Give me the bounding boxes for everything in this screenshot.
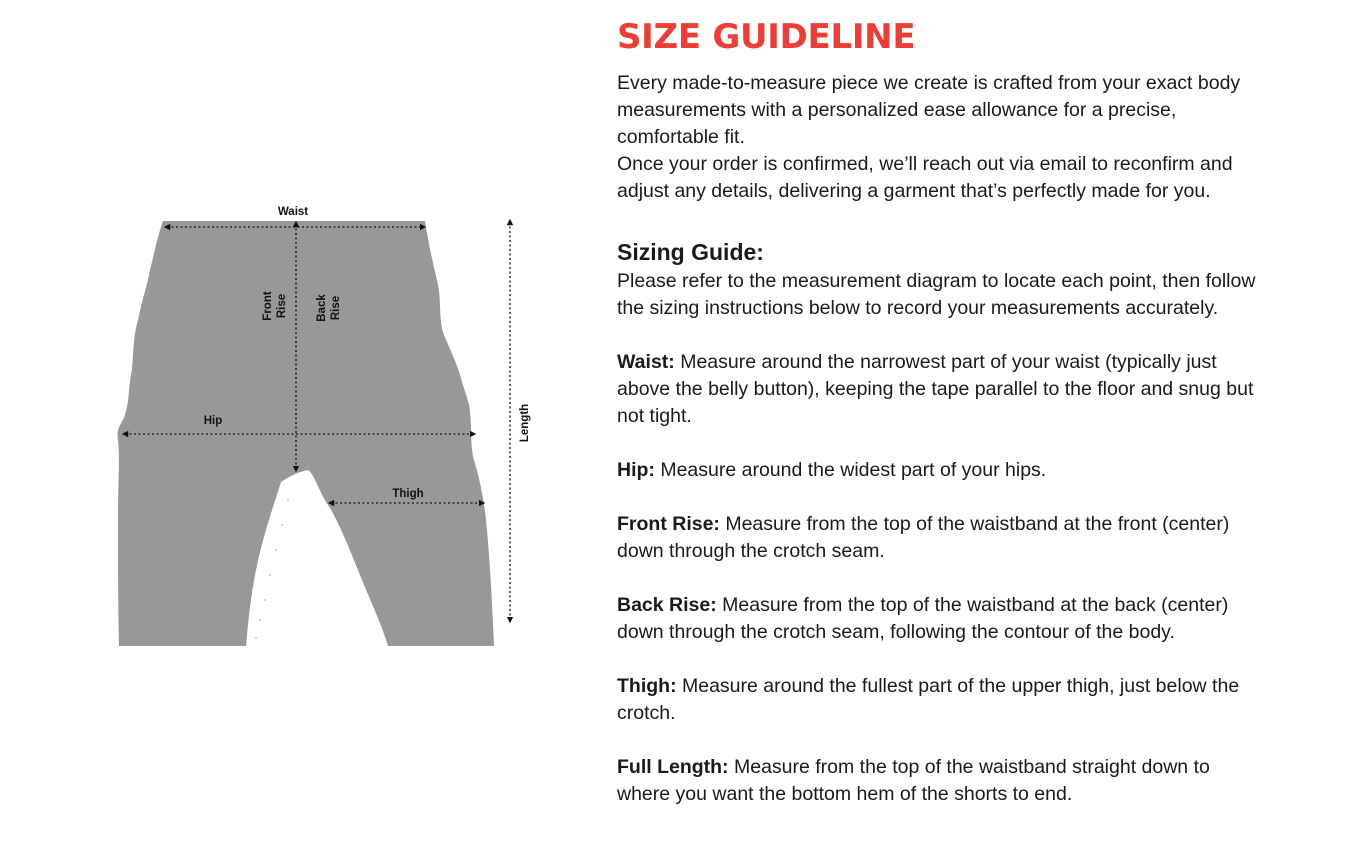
waist-label: Waist bbox=[277, 206, 309, 218]
thigh-label: Thigh bbox=[392, 488, 424, 500]
intro-paragraph-2: Once your order is confirmed, we’ll reach out via email to reconfirm and adjust any details, delivering a garment that’s perfectly made for you. bbox=[617, 153, 1233, 202]
measure-term: Front Rise: bbox=[617, 513, 720, 535]
measure-text: Measure around the fullest part of the upper thigh, just below the crotch. bbox=[617, 675, 1240, 724]
back-rise-label-line1: Back bbox=[316, 294, 328, 322]
measure-text: Measure from the top of the waistband at the front (center) down through the crotch seam. bbox=[617, 513, 1230, 562]
measure-item-waist bbox=[617, 349, 1257, 430]
sizing-guide-heading: Sizing Guide: bbox=[617, 239, 764, 265]
intro-paragraph-1: Every made-to-measure piece we create is crafted from your exact body measurements with a personalized ease allowance for a precise, comfortable fit. bbox=[617, 72, 1241, 148]
intro-section bbox=[617, 70, 1257, 205]
measure-text: Measure from the top of the waistband at the back (center) down through the crotch seam, following the contour of the body. bbox=[617, 594, 1229, 643]
measurement-diagram bbox=[100, 195, 560, 665]
measure-item-full-length bbox=[617, 754, 1257, 808]
shorts-diagram-svg bbox=[100, 195, 560, 665]
front-rise-label-line1: Front bbox=[262, 291, 274, 321]
measure-text: Measure from the top of the waistband straight down to where you want the bottom hem of the shorts to end. bbox=[617, 756, 1210, 805]
back-rise-label-line2: Rise bbox=[330, 295, 342, 321]
measurement-instructions bbox=[617, 349, 1257, 808]
measure-term: Hip: bbox=[617, 459, 655, 481]
size-guideline-content bbox=[617, 14, 1257, 835]
measure-item-hip bbox=[617, 457, 1257, 484]
page-title: SIZE GUIDELINE bbox=[617, 17, 916, 57]
measure-item-back-rise bbox=[617, 592, 1257, 646]
measure-term: Back Rise: bbox=[617, 594, 717, 616]
hip-label: Hip bbox=[203, 415, 223, 427]
measure-term: Full Length: bbox=[617, 756, 729, 778]
measure-item-thigh bbox=[617, 673, 1257, 727]
front-rise-label-line2: Rise bbox=[276, 293, 288, 319]
sizing-guide-description: Please refer to the measurement diagram to locate each point, then follow the sizing instructions below to record your measurements accurately. bbox=[617, 270, 1256, 319]
measure-term: Thigh: bbox=[617, 675, 677, 697]
measure-term: Waist: bbox=[617, 351, 675, 373]
measure-text: Measure around the widest part of your hips. bbox=[654, 459, 1047, 481]
length-label: Length bbox=[519, 403, 531, 443]
measure-item-front-rise bbox=[617, 511, 1257, 565]
measure-text: Measure around the narrowest part of your waist (typically just above the belly button), keeping the tape parallel to the floor and snug but not tight. bbox=[617, 351, 1254, 427]
